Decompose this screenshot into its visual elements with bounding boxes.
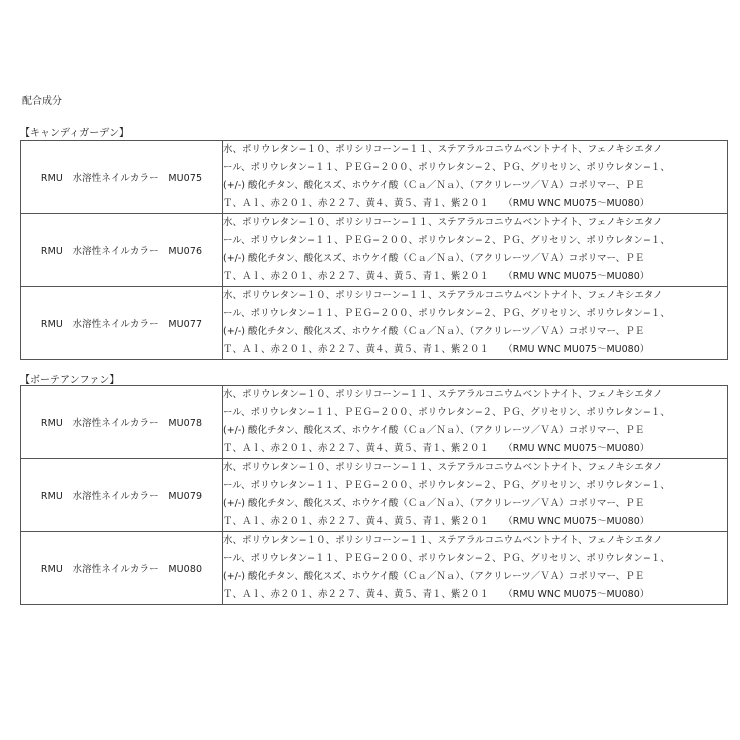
table-row (21, 214, 728, 287)
ingredient-line: ール、ポリウレタン−１１、ＰＥＧ−２００、ポリウレタン−２、ＰＧ、グリセリン、ポリウレタン−１、 (223, 308, 670, 319)
ingredients-table-beaute-enfant (20, 385, 728, 605)
table-row (21, 459, 728, 532)
ingredient-line: ール、ポリウレタン−１１、ＰＥＧ−２００、ポリウレタン−２、ＰＧ、グリセリン、ポリウレタン−１、 (223, 162, 670, 173)
ingredient-line: 水、ポリウレタン−１０、ポリシリコーン−１１、ステアラルコニウムベントナイト、フェノキシエタノ (223, 217, 663, 228)
ingredient-line: (+/-) 酸化チタン、酸化スズ、ホウケイ酸（Ｃａ／Ｎａ）、（アクリレーツ／ＶＡ）コポリマー、ＰＥ (223, 498, 645, 509)
ingredient-line: (+/-) 酸化チタン、酸化スズ、ホウケイ酸（Ｃａ／Ｎａ）、（アクリレーツ／ＶＡ）コポリマー、ＰＥ (223, 425, 645, 436)
product-name-cell: RMU 水溶性ネイルカラー MU075 (21, 141, 223, 214)
ingredient-line: 水、ポリウレタン−１０、ポリシリコーン−１１、ステアラルコニウムベントナイト、フェノキシエタノ (223, 535, 663, 546)
ingredient-line: Ｔ、Ａｌ、赤２０１、赤２２７、黄４、黄５、青１、紫２０１ （RMU WNC MU075〜MU080） (223, 443, 650, 454)
ingredient-line: ール、ポリウレタン−１１、ＰＥＧ−２００、ポリウレタン−２、ＰＧ、グリセリン、ポリウレタン−１、 (223, 407, 670, 418)
product-name-cell: RMU 水溶性ネイルカラー MU078 (21, 386, 223, 459)
ingredient-line: (+/-) 酸化チタン、酸化スズ、ホウケイ酸（Ｃａ／Ｎａ）、（アクリレーツ／ＶＡ）コポリマー、ＰＥ (223, 326, 645, 337)
table-row (21, 287, 728, 360)
table-row (21, 532, 728, 605)
ingredients-cell (223, 386, 728, 459)
ingredient-line: ール、ポリウレタン−１１、ＰＥＧ−２００、ポリウレタン−２、ＰＧ、グリセリン、ポリウレタン−１、 (223, 553, 670, 564)
ingredient-line: (+/-) 酸化チタン、酸化スズ、ホウケイ酸（Ｃａ／Ｎａ）、（アクリレーツ／ＶＡ）コポリマー、ＰＥ (223, 571, 645, 582)
product-name-cell: RMU 水溶性ネイルカラー MU080 (21, 532, 223, 605)
table-row (21, 386, 728, 459)
product-name-cell: RMU 水溶性ネイルカラー MU076 (21, 214, 223, 287)
ingredients-cell (223, 287, 728, 360)
ingredients-cell (223, 459, 728, 532)
ingredient-line: 水、ポリウレタン−１０、ポリシリコーン−１１、ステアラルコニウムベントナイト、フェノキシエタノ (223, 290, 663, 301)
ingredients-table-candy-garden (20, 140, 728, 360)
ingredient-line: Ｔ、Ａｌ、赤２０１、赤２２７、黄４、黄５、青１、紫２０１ （RMU WNC MU075〜MU080） (223, 344, 650, 355)
ingredient-line: (+/-) 酸化チタン、酸化スズ、ホウケイ酸（Ｃａ／Ｎａ）、（アクリレーツ／ＶＡ）コポリマー、ＰＥ (223, 253, 645, 264)
ingredient-line: 水、ポリウレタン−１０、ポリシリコーン−１１、ステアラルコニウムベントナイト、フェノキシエタノ (223, 144, 663, 155)
product-name-cell: RMU 水溶性ネイルカラー MU079 (21, 459, 223, 532)
group-title-beaute-enfant: 【ボーテアンファン】 (20, 375, 120, 386)
ingredient-line: Ｔ、Ａｌ、赤２０１、赤２２７、黄４、黄５、青１、紫２０１ （RMU WNC MU075〜MU080） (223, 198, 650, 209)
ingredient-line: ール、ポリウレタン−１１、ＰＥＧ−２００、ポリウレタン−２、ＰＧ、グリセリン、ポリウレタン−１、 (223, 235, 670, 246)
ingredient-line: 水、ポリウレタン−１０、ポリシリコーン−１１、ステアラルコニウムベントナイト、フェノキシエタノ (223, 389, 663, 400)
ingredient-line: Ｔ、Ａｌ、赤２０１、赤２２７、黄４、黄５、青１、紫２０１ （RMU WNC MU075〜MU080） (223, 271, 650, 282)
ingredient-line: (+/-) 酸化チタン、酸化スズ、ホウケイ酸（Ｃａ／Ｎａ）、（アクリレーツ／ＶＡ）コポリマー、ＰＥ (223, 180, 645, 191)
ingredients-cell (223, 532, 728, 605)
ingredient-line: 水、ポリウレタン−１０、ポリシリコーン−１１、ステアラルコニウムベントナイト、フェノキシエタノ (223, 462, 663, 473)
group-title-candy-garden: 【キャンディガーデン】 (20, 128, 129, 139)
ingredient-line: Ｔ、Ａｌ、赤２０１、赤２２７、黄４、黄５、青１、紫２０１ （RMU WNC MU075〜MU080） (223, 516, 650, 527)
product-name-cell: RMU 水溶性ネイルカラー MU077 (21, 287, 223, 360)
ingredient-line: Ｔ、Ａｌ、赤２０１、赤２２７、黄４、黄５、青１、紫２０１ （RMU WNC MU075〜MU080） (223, 589, 650, 600)
ingredients-cell (223, 141, 728, 214)
ingredients-cell (223, 214, 728, 287)
ingredient-line: ール、ポリウレタン−１１、ＰＥＧ−２００、ポリウレタン−２、ＰＧ、グリセリン、ポリウレタン−１、 (223, 480, 670, 491)
page-heading: 配合成分 (22, 96, 62, 107)
table-row (21, 141, 728, 214)
